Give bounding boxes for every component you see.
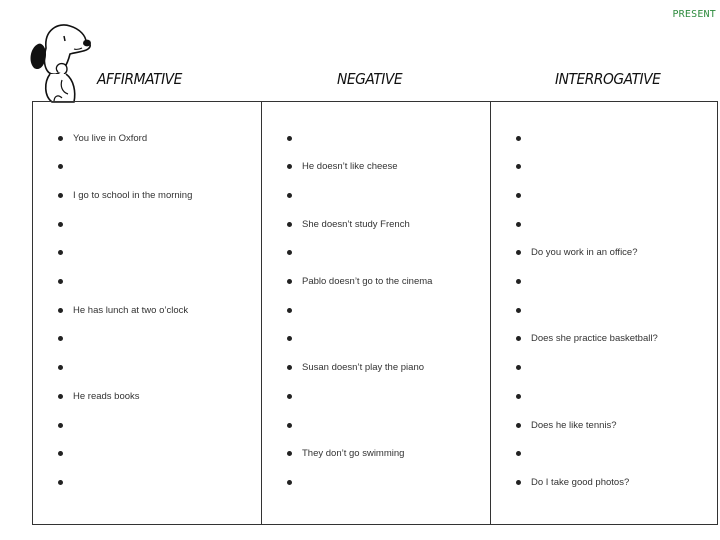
list-item-text: Do you work in an office? xyxy=(531,247,638,259)
list-item xyxy=(33,243,261,263)
bullet-icon xyxy=(58,250,63,255)
bullet-icon xyxy=(516,164,521,169)
list-item xyxy=(491,272,717,292)
bullet-icon xyxy=(58,336,63,341)
list-item xyxy=(262,329,490,349)
list-item xyxy=(491,128,717,148)
list-item xyxy=(262,128,490,148)
bullet-icon xyxy=(516,250,521,255)
bullet-icon xyxy=(58,136,63,141)
list-item xyxy=(262,243,490,263)
list-item xyxy=(33,444,261,464)
list-item-text: She doesn’t study French xyxy=(302,218,410,230)
bullet-icon xyxy=(516,308,521,313)
bullet-icon xyxy=(287,336,292,341)
list-item xyxy=(491,472,717,492)
bullet-icon xyxy=(287,164,292,169)
bullet-icon xyxy=(516,222,521,227)
list-item xyxy=(262,415,490,435)
bullet-icon xyxy=(516,394,521,399)
list-item xyxy=(491,329,717,349)
list-item xyxy=(491,415,717,435)
list-item-text: Pablo doesn’t go to the cinema xyxy=(302,276,433,287)
list-item xyxy=(33,358,261,378)
list-item-text: Does she practice basketball? xyxy=(531,333,658,345)
list-item xyxy=(262,214,490,234)
list-item xyxy=(33,415,261,435)
list-item xyxy=(33,214,261,234)
bullet-icon xyxy=(516,279,521,284)
list-item-text: He has lunch at two o’clock xyxy=(73,304,189,316)
bullet-icon xyxy=(58,279,63,284)
list-item xyxy=(262,272,490,292)
list-item xyxy=(491,157,717,177)
bullet-icon xyxy=(287,394,292,399)
column-title-interrogative: INTERROGATIVE xyxy=(555,70,661,88)
list-item-text: He reads books xyxy=(73,390,140,402)
list-item-text: They don’t go swimming xyxy=(302,448,405,460)
bullet-icon xyxy=(287,193,292,198)
list-item xyxy=(491,185,717,205)
list-item xyxy=(262,300,490,320)
bullet-icon xyxy=(287,222,292,227)
list-item xyxy=(262,157,490,177)
bullet-icon xyxy=(287,308,292,313)
bullet-icon xyxy=(287,423,292,428)
bullet-icon xyxy=(58,451,63,456)
bullet-icon xyxy=(287,451,292,456)
list-item xyxy=(33,300,261,320)
list-item-text: Susan doesn’t play the piano xyxy=(302,362,425,374)
bullet-icon xyxy=(516,365,521,370)
list-item xyxy=(491,358,717,378)
page-section-label: PRESENT xyxy=(672,9,716,20)
list-item xyxy=(33,128,261,148)
list-item xyxy=(262,472,490,492)
list-item-text: Does he like tennis? xyxy=(531,419,617,431)
list-item xyxy=(491,444,717,464)
column-title-affirmative: AFFIRMATIVE xyxy=(97,70,182,88)
bullet-icon xyxy=(516,136,521,141)
bullet-icon xyxy=(287,365,292,370)
bullet-icon xyxy=(516,480,521,485)
bullet-icon xyxy=(516,336,521,341)
snoopy-thinking-icon xyxy=(24,18,96,106)
list-item xyxy=(262,185,490,205)
list-item xyxy=(33,272,261,292)
column-title-negative: NEGATIVE xyxy=(337,70,403,88)
list-item xyxy=(33,386,261,406)
bullet-icon xyxy=(58,365,63,370)
list-item-text: He doesn’t like cheese xyxy=(302,161,398,173)
list-item xyxy=(262,444,490,464)
list-item xyxy=(491,214,717,234)
list-item xyxy=(491,386,717,406)
worksheet-table xyxy=(32,101,718,525)
interrogative-column xyxy=(491,102,717,524)
bullet-icon xyxy=(516,423,521,428)
list-item-text: You live in Oxford xyxy=(73,132,148,144)
list-item xyxy=(262,358,490,378)
bullet-icon xyxy=(58,394,63,399)
bullet-icon xyxy=(58,308,63,313)
bullet-icon xyxy=(58,423,63,428)
list-item xyxy=(33,185,261,205)
list-item-text: I go to school in the morning xyxy=(73,189,193,201)
list-item xyxy=(33,472,261,492)
bullet-icon xyxy=(58,222,63,227)
bullet-icon xyxy=(287,136,292,141)
bullet-icon xyxy=(516,193,521,198)
bullet-icon xyxy=(287,279,292,284)
list-item xyxy=(262,386,490,406)
bullet-icon xyxy=(58,193,63,198)
bullet-icon xyxy=(287,480,292,485)
list-item-text: Do I take good photos? xyxy=(531,476,630,488)
affirmative-column xyxy=(33,102,262,524)
bullet-icon xyxy=(58,480,63,485)
negative-column xyxy=(262,102,491,524)
list-item xyxy=(491,243,717,263)
bullet-icon xyxy=(58,164,63,169)
bullet-icon xyxy=(287,250,292,255)
list-item xyxy=(33,329,261,349)
bullet-icon xyxy=(516,451,521,456)
list-item xyxy=(33,157,261,177)
list-item xyxy=(491,300,717,320)
